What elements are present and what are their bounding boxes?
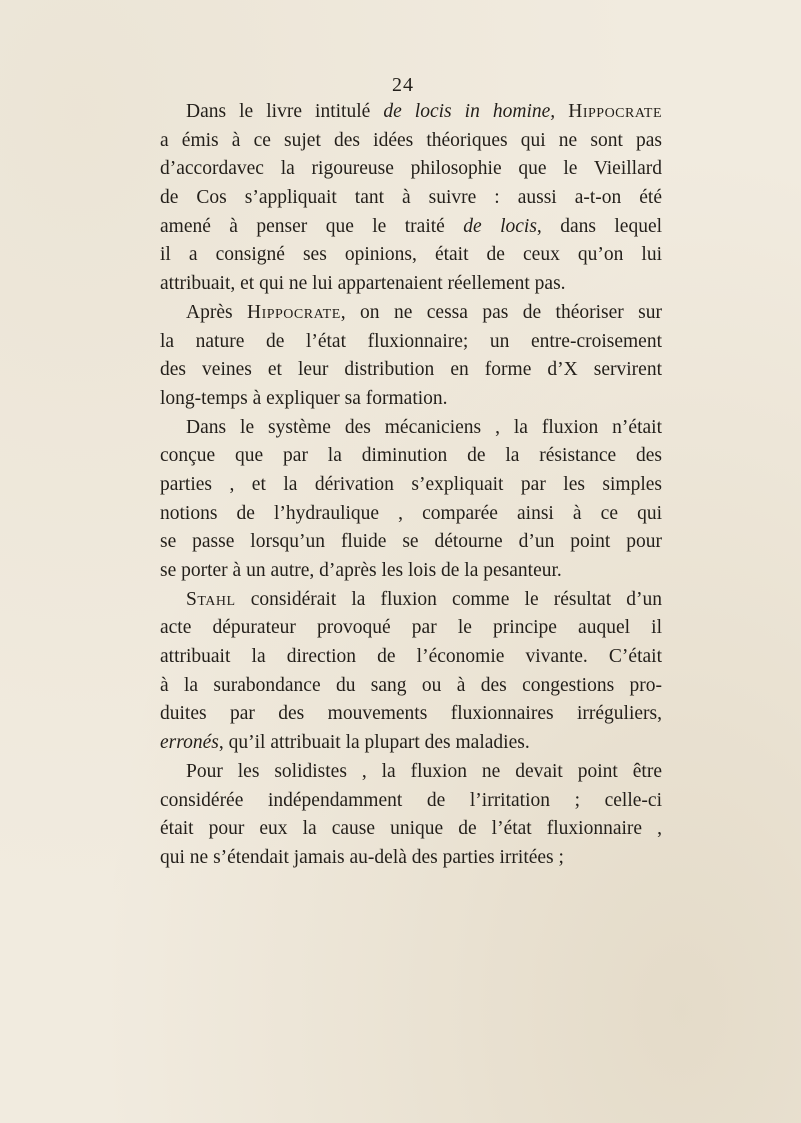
small-caps-name: Hippocrate bbox=[568, 101, 663, 122]
italic-text: erronés bbox=[160, 732, 219, 754]
text-line bbox=[160, 442, 662, 471]
text-run: Pour les solidistes , la fluxion ne devait point être bbox=[186, 760, 662, 782]
text-run: qui ne s’étendait jamais au-delà des parties irritées ; bbox=[160, 846, 564, 868]
text-line bbox=[160, 614, 662, 643]
text-run: considérée indépendamment de l’irritation ; celle-ci bbox=[160, 789, 662, 811]
text-run: , qu’il attribuait la plupart des maladies. bbox=[218, 732, 530, 754]
page-number: 24 bbox=[392, 74, 414, 96]
text-run: de Cos s’appliquait tant à suivre : aussi a-t-on été bbox=[160, 187, 662, 209]
text-run: considérait la fluxion comme le résultat d’un bbox=[235, 588, 662, 610]
text-line bbox=[160, 758, 662, 787]
text-line bbox=[160, 241, 662, 270]
text-line bbox=[160, 500, 662, 529]
text-line bbox=[160, 414, 662, 443]
text-run: à la surabondance du sang ou à des congestions pro- bbox=[160, 674, 662, 696]
text-run: notions de l’hydraulique , comparée ainsi à ce qui bbox=[160, 502, 662, 524]
text-run: , dans lequel bbox=[536, 215, 663, 237]
text-line bbox=[160, 557, 662, 586]
text-line bbox=[160, 213, 662, 242]
text-line bbox=[160, 270, 662, 299]
text-line bbox=[160, 98, 662, 127]
text-line bbox=[160, 787, 662, 816]
text-run: se porter à un autre, d’après les lois de la pesanteur. bbox=[160, 560, 562, 581]
text-line bbox=[160, 729, 662, 758]
text-run: conçue que par la diminution de la résistance des bbox=[160, 445, 662, 467]
text-line bbox=[160, 700, 662, 729]
text-line bbox=[160, 127, 662, 156]
text-run: Après bbox=[186, 301, 247, 323]
text-line bbox=[160, 586, 662, 615]
text-run: attribuait la direction de l’économie vivante. C’était bbox=[160, 646, 662, 668]
text-line bbox=[160, 528, 662, 557]
text-run: long-temps à expliquer sa formation. bbox=[160, 387, 448, 409]
text-line bbox=[160, 356, 662, 385]
text-run: amené à penser que le traité bbox=[160, 215, 464, 237]
text-line bbox=[160, 643, 662, 672]
small-caps-name: Hippocrate bbox=[246, 301, 341, 323]
text-line bbox=[160, 672, 662, 701]
text-line bbox=[160, 328, 662, 357]
italic-text: de locis in homine, bbox=[383, 101, 556, 122]
text-run: était pour eux la cause unique de l’état fluxionnaire , bbox=[160, 818, 662, 840]
text-run bbox=[555, 101, 568, 122]
text-line bbox=[160, 155, 662, 184]
text-run: acte dépurateur provoqué par le principe auquel il bbox=[160, 617, 662, 639]
italic-text: de locis bbox=[463, 215, 537, 237]
text-line bbox=[160, 471, 662, 500]
text-run: se passe lorsqu’un fluide se détourne d’un point pour bbox=[160, 531, 662, 553]
text-run: a émis à ce sujet des idées théoriques qui ne sont pas bbox=[160, 129, 662, 151]
text-run: , on ne cessa pas de théoriser sur bbox=[340, 301, 662, 323]
small-caps-name: Stahl bbox=[186, 588, 236, 610]
body-text bbox=[160, 98, 662, 873]
text-run: des veines et leur distribution en forme d’X servirent bbox=[160, 359, 662, 381]
text-line bbox=[160, 815, 662, 844]
text-run: duites par des mouvements fluxionnaires irréguliers, bbox=[160, 703, 662, 725]
text-run: Dans le système des mécaniciens , la fluxion n’était bbox=[186, 416, 662, 438]
text-run: d’accordavec la rigoureuse philosophie que le Vieillard bbox=[160, 158, 662, 180]
text-run: la nature de l’état fluxionnaire; un entre-croisement bbox=[160, 330, 662, 352]
text-run: attribuait, et qui ne lui appartenaient réellement pas. bbox=[160, 273, 566, 295]
text-run: Dans le livre intitulé bbox=[186, 101, 384, 122]
text-line bbox=[160, 299, 662, 328]
text-line bbox=[160, 184, 662, 213]
text-line bbox=[160, 385, 662, 414]
text-line bbox=[160, 844, 662, 873]
text-run: il a consigné ses opinions, était de ceux qu’on lui bbox=[160, 244, 662, 266]
text-run: parties , et la dérivation s’expliquait par les simples bbox=[160, 473, 662, 495]
